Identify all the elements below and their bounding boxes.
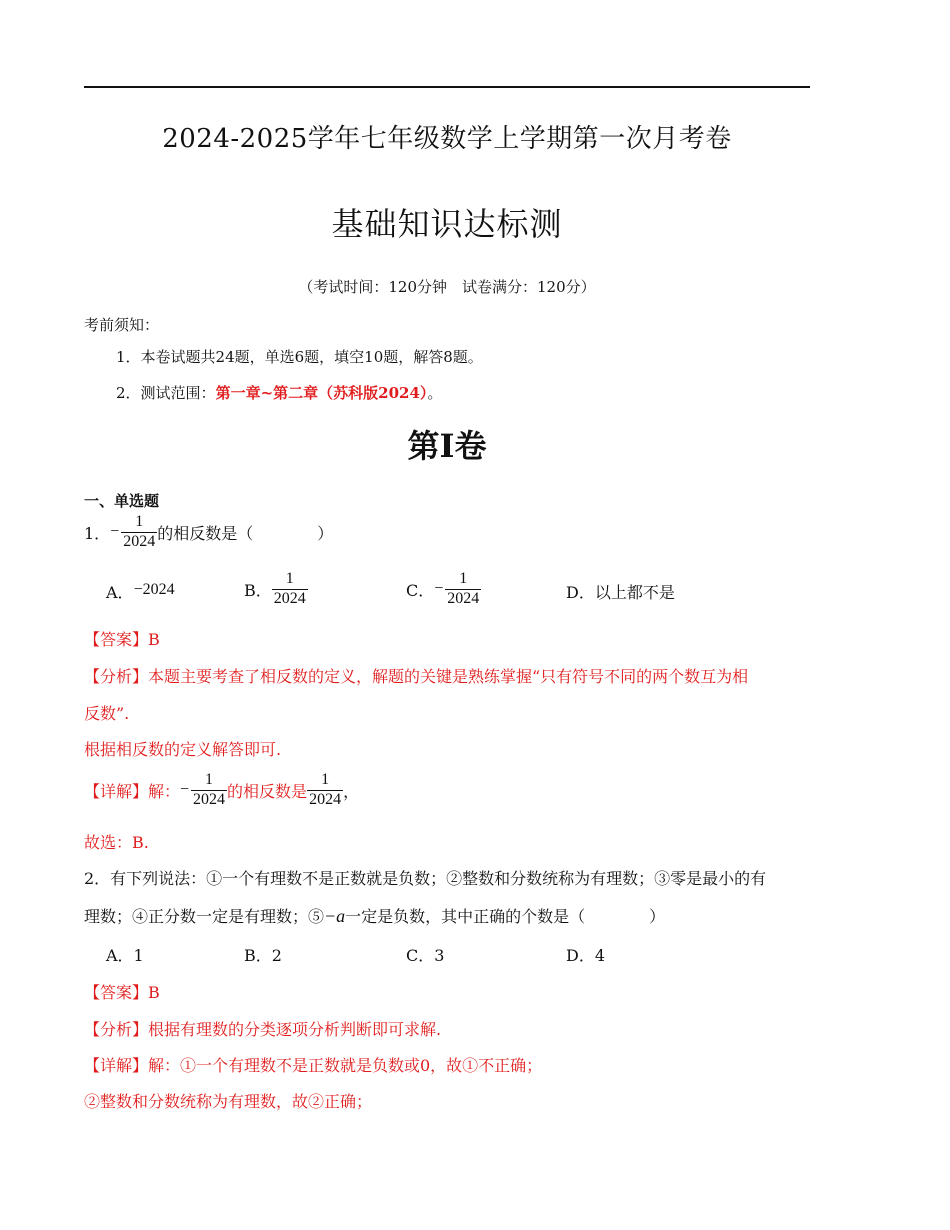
question-stem-text: 理数；④正分数一定是有理数；⑤ xyxy=(84,907,325,926)
q2-detail-line-1: 【详解】解：①一个有理数不是正数就是负数或0，故①不正确； xyxy=(84,1056,543,1075)
fraction-denominator: 2024 xyxy=(123,532,156,550)
question-1-stem xyxy=(84,510,333,554)
variable-expression: −a xyxy=(324,906,346,926)
option-label: B． xyxy=(244,580,272,600)
question-stem-text: 一定是负数，其中正确的个数是（ ） xyxy=(345,907,666,926)
fraction xyxy=(191,771,227,809)
q2-option-b: B．2 xyxy=(244,946,282,965)
q1-option-c xyxy=(406,567,481,611)
option-value: 以上都不是 xyxy=(594,583,675,602)
q1-option-d xyxy=(566,580,675,603)
header-rule xyxy=(84,86,810,88)
fraction xyxy=(445,570,481,608)
option-label: C． xyxy=(406,580,435,600)
q2-answer: 【答案】B xyxy=(84,983,160,1002)
notice-item-label: 1． xyxy=(116,348,141,366)
question-2-line-2 xyxy=(84,904,665,927)
fraction xyxy=(121,513,157,551)
notice-item-text: 测试范围： xyxy=(140,384,216,402)
question-2-line-1: 2．有下列说法：①一个有理数不是正数就是负数；②整数和分数统称为有理数；③零是最小的有 xyxy=(84,869,767,888)
q1-option-a xyxy=(106,580,175,603)
fraction xyxy=(272,570,308,608)
option-value: −2024 xyxy=(133,581,175,598)
q1-analysis-line-1: 【分析】本题主要考查了相反数的定义，解题的关键是熟练掌握“只有符号不同的两个数互为相 xyxy=(84,667,749,686)
fraction-numerator: 1 xyxy=(191,771,227,790)
option-label: D． xyxy=(566,583,595,602)
fraction-denominator: 2024 xyxy=(193,790,226,808)
option-label: A． xyxy=(106,583,134,602)
notice-item-2 xyxy=(116,382,442,403)
exam-time-info: （考试时间：120分钟 试卷满分：120分） xyxy=(298,278,596,296)
volume-title: 第Ⅰ卷 xyxy=(407,427,487,465)
q2-detail-line-2: ②整数和分数统称为有理数，故②正确； xyxy=(84,1092,373,1111)
detail-end: ， xyxy=(343,781,360,801)
q2-option-a: A．1 xyxy=(106,946,144,965)
q2-option-c: C．3 xyxy=(406,946,445,965)
notice-item-suffix: 。 xyxy=(427,384,443,402)
question-stem-text: 的相反数是（ ） xyxy=(157,523,334,543)
exam-subtitle: 基础知识达标测 xyxy=(331,205,563,243)
fraction xyxy=(307,771,343,809)
fraction-numerator: 1 xyxy=(445,570,481,589)
fraction-numerator: 1 xyxy=(272,570,308,589)
q1-conclusion: 故选：B. xyxy=(84,833,149,852)
detail-prefix: 【详解】解： xyxy=(84,781,181,801)
test-scope-highlight: 第一章~第二章（苏科版2024） xyxy=(215,384,428,402)
q1-option-b xyxy=(244,567,308,611)
part-heading: 一、单选题 xyxy=(84,492,160,510)
minus-sign: − xyxy=(110,523,120,540)
fraction-denominator: 2024 xyxy=(447,589,480,607)
fraction-denominator: 2024 xyxy=(309,790,342,808)
fraction-numerator: 1 xyxy=(307,771,343,790)
question-number: 1． xyxy=(84,523,111,543)
q1-detail xyxy=(84,768,359,812)
notice-item-text: 本卷试题共24题，单选6题，填空10题，解答8题。 xyxy=(140,348,483,366)
q1-analysis-line-2: 反数”. xyxy=(84,704,130,723)
minus-sign: − xyxy=(434,580,444,597)
fraction-denominator: 2024 xyxy=(273,589,306,607)
notice-item-1 xyxy=(116,346,483,367)
fraction-numerator: 1 xyxy=(121,513,157,532)
q2-option-d: D．4 xyxy=(566,946,606,965)
notice-heading: 考前须知： xyxy=(84,316,160,334)
exam-title: 2024-2025学年七年级数学上学期第一次月考卷 xyxy=(162,124,732,154)
notice-item-label: 2． xyxy=(116,384,141,402)
q1-analysis-line-3: 根据相反数的定义解答即可. xyxy=(84,740,282,759)
q2-analysis: 【分析】根据有理数的分类逐项分析判断即可求解. xyxy=(84,1020,442,1039)
q1-answer: 【答案】B xyxy=(84,630,160,649)
minus-sign: − xyxy=(180,781,190,798)
detail-middle-text: 的相反数是 xyxy=(227,781,308,801)
